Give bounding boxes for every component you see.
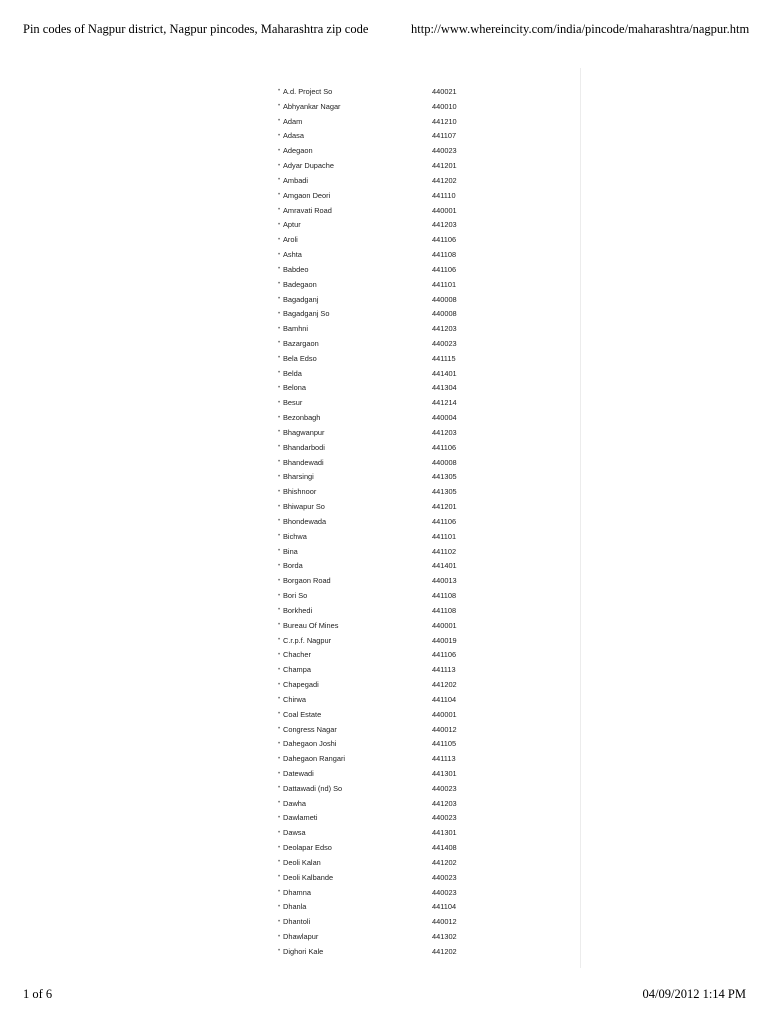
location-name[interactable]: Bagadganj So [283,309,330,319]
location-name[interactable]: Bhiwapur So [283,502,325,512]
list-item[interactable] [278,128,478,143]
bullet-icon: • [278,637,281,644]
location-name[interactable]: Adegaon [283,146,313,156]
bullet-icon: • [278,414,281,421]
pin-code: 441408 [432,843,457,853]
location-name[interactable]: Bhandarbodi [283,442,325,452]
bullet-icon: • [278,118,281,125]
bullet-icon: • [278,207,281,214]
list-item[interactable] [278,395,478,410]
location-name[interactable]: Adam [283,116,303,126]
list-item[interactable] [278,692,478,707]
list-item[interactable] [278,855,478,870]
bullet-icon: • [278,903,281,910]
list-item[interactable] [278,262,478,277]
pin-code: 440012 [432,917,457,927]
location-name[interactable]: Bina [283,546,298,556]
pin-code: 441202 [432,857,457,867]
pin-code: 441203 [432,220,457,230]
list-item[interactable] [278,647,478,662]
list-item[interactable] [278,870,478,885]
location-name[interactable]: Dhanla [283,902,307,912]
list-item[interactable] [278,336,478,351]
bullet-icon: • [278,132,281,139]
pin-code: 441110 [432,190,456,200]
bullet-icon: • [278,503,281,510]
list-item[interactable] [278,722,478,737]
pin-code: 441302 [432,932,457,942]
pin-code: 441304 [432,383,457,393]
pin-code: 441201 [432,161,457,171]
pin-code: 441301 [432,828,457,838]
location-name[interactable]: Babdeo [283,264,309,274]
bullet-icon: • [278,622,281,629]
location-name[interactable]: Besur [283,398,303,408]
bullet-icon: • [278,533,281,540]
list-item[interactable] [278,277,478,292]
pin-code: 441113 [432,754,456,764]
bullet-icon: • [278,785,281,792]
list-item[interactable] [278,203,478,218]
pin-code: 441108 [432,605,457,615]
location-name[interactable]: Badegaon [283,279,317,289]
location-name[interactable]: Deoli Kalbande [283,872,334,882]
location-name[interactable]: Bori So [283,591,308,601]
bullet-icon: • [278,251,281,258]
pin-code: 441106 [432,650,457,660]
bullet-icon: • [278,325,281,332]
bullet-icon: • [278,192,281,199]
location-name[interactable]: Dahegaon Rangari [283,754,346,764]
list-item[interactable] [278,188,478,203]
location-name[interactable]: Bhandewadi [283,457,324,467]
location-name[interactable]: Dattawadi (nd) So [283,783,343,793]
location-name[interactable]: Chirwa [283,694,306,704]
bullet-icon: • [278,548,281,555]
list-item[interactable] [278,247,478,262]
list-item[interactable] [278,633,478,648]
location-name[interactable]: Adyar Dupache [283,161,334,171]
location-name[interactable]: Dhantoli [283,917,311,927]
location-name[interactable]: Champa [283,665,311,675]
list-item[interactable] [278,366,478,381]
bullet-icon: • [278,770,281,777]
bullet-icon: • [278,162,281,169]
bullet-icon: • [278,889,281,896]
pin-code: 441202 [432,680,457,690]
list-item[interactable] [278,114,478,129]
bullet-icon: • [278,948,281,955]
pin-code: 440001 [432,620,457,630]
location-name[interactable]: Congress Nagar [283,724,337,734]
pin-code: 440023 [432,872,457,882]
pin-code: 441203 [432,798,457,808]
pin-code: 441101 [432,279,457,289]
bullet-icon: • [278,384,281,391]
bullet-icon: • [278,310,281,317]
list-item[interactable] [278,143,478,158]
list-item[interactable] [278,544,478,559]
pin-code: 440013 [432,576,457,586]
pin-code: 440001 [432,709,457,719]
location-name[interactable]: Belda [283,368,302,378]
bullet-icon: • [278,726,281,733]
location-name[interactable]: Amravati Road [283,205,332,215]
bullet-icon: • [278,444,281,451]
location-name[interactable]: Dawsa [283,828,306,838]
list-item[interactable] [278,84,478,99]
list-item[interactable] [278,499,478,514]
pin-code: 441108 [432,591,457,601]
bullet-icon: • [278,696,281,703]
list-item[interactable] [278,440,478,455]
location-name[interactable]: Borda [283,561,303,571]
location-name[interactable]: Bhondewada [283,516,327,526]
bullet-icon: • [278,711,281,718]
list-item[interactable] [278,573,478,588]
pin-code: 441106 [432,235,457,245]
list-item[interactable] [278,173,478,188]
pin-code: 440010 [432,101,457,111]
list-item[interactable] [278,351,478,366]
bullet-icon: • [278,755,281,762]
bullet-icon: • [278,236,281,243]
location-name[interactable]: C.r.p.f. Nagpur [283,635,332,645]
location-name[interactable]: Ambadi [283,175,309,185]
location-name[interactable]: Dahegaon Joshi [283,739,337,749]
location-name[interactable]: Bamhni [283,324,309,334]
bullet-icon: • [278,800,281,807]
bullet-icon: • [278,355,281,362]
bullet-icon: • [278,177,281,184]
pin-code: 441115 [432,353,456,363]
list-item[interactable] [278,588,478,603]
location-name[interactable]: Bela Edso [283,353,317,363]
list-item[interactable] [278,306,478,321]
pin-code: 441108 [432,250,457,260]
list-item[interactable] [278,514,478,529]
list-item[interactable] [278,781,478,796]
location-name[interactable]: Bezonbagh [283,413,321,423]
pin-code: 440001 [432,205,457,215]
bullet-icon: • [278,874,281,881]
pin-code: 440019 [432,635,457,645]
bullet-icon: • [278,740,281,747]
bullet-icon: • [278,296,281,302]
page-number: 1 of 6 [23,987,53,1001]
bullet-icon: • [278,844,281,851]
list-item[interactable] [278,677,478,692]
list-item[interactable] [278,529,478,544]
pin-code: 441305 [432,472,457,482]
pin-code: 440023 [432,887,457,897]
location-name[interactable]: Amgaon Deori [283,190,331,200]
location-name[interactable]: Aptur [283,220,301,230]
pin-code: 440021 [432,86,457,96]
bullet-icon: • [278,518,281,525]
bullet-icon: • [278,933,281,940]
list-item[interactable] [278,811,478,826]
bullet-icon: • [278,88,281,95]
pin-code: 441203 [432,427,457,437]
bullet-icon: • [278,266,281,273]
list-item[interactable] [278,425,478,440]
location-name[interactable]: Bagadganj [283,294,319,304]
location-name[interactable]: Deoli Kalan [283,857,321,867]
bullet-icon: • [278,666,281,673]
bullet-icon: • [278,859,281,866]
location-name[interactable]: Borkhedi [283,605,313,615]
list-item[interactable] [278,751,478,766]
pin-code: 440012 [432,724,457,734]
bullet-icon: • [278,607,281,614]
list-item[interactable] [278,840,478,855]
bullet-icon: • [278,488,281,495]
pin-code: 441105 [432,739,457,749]
bullet-icon: • [278,918,281,925]
pin-code: 441203 [432,324,457,334]
bullet-icon: • [278,651,281,658]
location-name[interactable]: Adasa [283,131,304,141]
pin-code: 441102 [432,546,457,556]
bullet-icon: • [278,562,281,569]
page-header-title: Pin codes of Nagpur district, Nagpur pincodes, Maharashtra zip code [23,22,369,36]
bullet-icon: • [278,370,281,377]
bullet-icon: • [278,221,281,228]
bullet-icon: • [278,399,281,406]
pin-code: 441107 [432,131,457,141]
location-name[interactable]: Bharsingi [283,472,314,482]
pin-code: 440023 [432,783,457,793]
pin-code: 441201 [432,502,457,512]
pincode-list [278,84,478,959]
list-item[interactable] [278,796,478,811]
location-name[interactable]: Bhagwanpur [283,427,325,437]
column-divider [580,68,581,968]
location-name[interactable]: Ashta [283,250,302,260]
location-name[interactable]: Dhawlapur [283,932,319,942]
pin-code: 440023 [432,146,457,156]
page-header-url[interactable]: http://www.whereincity.com/india/pincode/maharashtra/nagpur.htm [411,22,750,36]
print-datetime: 04/09/2012 1:14 PM [642,987,746,1001]
list-item[interactable] [278,559,478,574]
location-name[interactable]: Abhyankar Nagar [283,101,341,111]
list-item[interactable] [278,217,478,232]
list-item[interactable] [278,944,478,959]
location-name[interactable]: Dawha [283,798,307,808]
list-item[interactable] [278,662,478,677]
bullet-icon: • [278,103,281,110]
pin-code: 441401 [432,368,457,378]
bullet-icon: • [278,473,281,480]
list-item[interactable] [278,885,478,900]
bullet-icon: • [278,592,281,599]
location-name[interactable]: Datewadi [283,769,314,778]
location-name[interactable]: Chapegadi [283,680,319,690]
location-name[interactable]: Dhamna [283,887,311,897]
bullet-icon: • [278,429,281,436]
list-item[interactable] [278,410,478,425]
pin-code: 441305 [432,487,457,497]
pin-code: 441106 [432,442,457,452]
list-item[interactable] [278,321,478,336]
bullet-icon: • [278,340,281,347]
location-name[interactable]: Dighori Kale [283,946,324,956]
bullet-icon: • [278,829,281,836]
pin-code: 440008 [432,294,457,304]
location-name[interactable]: Chacher [283,650,311,660]
list-item[interactable] [278,618,478,633]
location-name[interactable]: Bureau Of Mines [283,620,339,630]
pin-code: 440004 [432,413,457,423]
bullet-icon: • [278,147,281,154]
list-item[interactable] [278,900,478,915]
location-name[interactable]: Belona [283,383,307,393]
list-item[interactable] [278,929,478,944]
list-item[interactable] [278,470,478,485]
list-item[interactable] [278,825,478,840]
location-name[interactable]: A.d. Project So [283,86,333,96]
pin-code: 441214 [432,398,457,408]
location-name[interactable]: Borgaon Road [283,576,331,586]
location-name[interactable]: Bhishnoor [283,487,317,497]
pin-code: 441104 [432,694,457,704]
location-name[interactable]: Dawlameti [283,813,318,823]
pin-code: 441210 [432,116,457,126]
list-item[interactable] [278,455,478,470]
list-item[interactable] [278,707,478,722]
list-item[interactable] [278,99,478,114]
list-item[interactable] [278,158,478,173]
location-name[interactable]: Coal Estate [283,709,322,719]
location-name[interactable]: Bazargaon [283,338,319,348]
pin-code: 441106 [432,516,457,526]
list-item[interactable] [278,914,478,929]
pin-code: 441301 [432,769,457,778]
list-item[interactable] [278,232,478,247]
location-name[interactable]: Deolapar Edso [283,843,332,853]
pin-code: 441202 [432,946,457,956]
list-item[interactable] [278,381,478,396]
pin-code: 441101 [432,531,457,541]
bullet-icon: • [278,814,281,821]
list-item[interactable] [278,603,478,618]
location-name[interactable]: Aroli [283,235,298,245]
list-item[interactable] [278,292,478,307]
pin-code: 441113 [432,665,456,675]
pin-code: 440008 [432,309,457,319]
pin-code: 441104 [432,902,457,912]
bullet-icon: • [278,681,281,688]
list-item[interactable] [278,766,478,781]
bullet-icon: • [278,459,281,466]
pin-code: 441106 [432,264,457,274]
list-item[interactable] [278,484,478,499]
list-item[interactable] [278,736,478,751]
pin-code: 440023 [432,813,457,823]
pin-code: 441202 [432,175,457,185]
pin-code: 441401 [432,561,457,571]
bullet-icon: • [278,577,281,584]
pin-code: 440008 [432,457,457,467]
pin-code: 440023 [432,338,457,348]
location-name[interactable]: Bichwa [283,531,307,541]
bullet-icon: • [278,281,281,288]
